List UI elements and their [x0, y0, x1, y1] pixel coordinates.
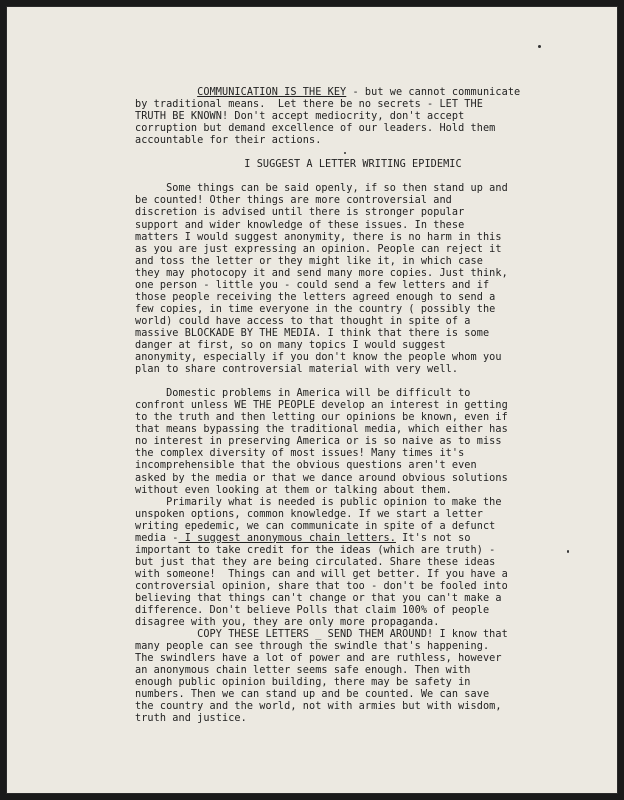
key-phrase: COMMUNICATION IS THE KEY: [197, 87, 347, 98]
para2-line: and toss the letter or they might like it, in which case: [135, 255, 483, 267]
para1-line: COMMUNICATION IS THE KEY - but we cannot communicate: [197, 87, 521, 98]
para3-line: believing that things can't change or that you can't make a: [135, 592, 502, 604]
para2-line: matters I would suggest anonymity, there is no harm in this: [135, 231, 502, 243]
para3-line: that means bypassing the traditional media, which either has: [135, 424, 508, 436]
para3-line: important to take credit for the ideas (which are truth) -: [135, 544, 496, 556]
para2-line: support and wider knowledge of these issues. In these: [135, 219, 465, 231]
para3-line: media - I suggest anonymous chain letters. It's not so: [135, 532, 471, 544]
para3-line: no interest in preserving America or is so naive as to miss: [135, 436, 502, 448]
para2-line: massive BLOCKADE BY THE MEDIA. I think that there is some: [135, 327, 490, 339]
paper-speck: [538, 45, 541, 48]
para1-line: accountable for their actions.: [135, 135, 322, 147]
para3-line: disagree with you, they are only more propaganda.: [135, 617, 440, 629]
para3-line: but just that they are being circulated. Share these ideas: [135, 556, 496, 568]
para3-line: Domestic problems in America will be difficult to: [135, 388, 471, 400]
document-page: [6, 6, 618, 794]
para3-line: the complex diversity of most issues! Many times it's: [135, 448, 465, 460]
para2-line: one person - little you - could send a few letters and if: [135, 279, 490, 291]
para3-line: unspoken options, common knowledge. If we start a letter: [135, 508, 483, 520]
para2-line: world) could have access to that thought in spite of a: [135, 315, 471, 327]
para3-line: Primarily what is needed is public opinion to make the: [135, 496, 502, 508]
document-body: [135, 87, 571, 725]
para2-line: Some things can be said openly, if so then stand up and: [135, 183, 508, 195]
para3-line: to the truth and then letting our opinions be known, even if: [135, 412, 508, 424]
para3-line: numbers. Then we can stand up and be counted. We can save: [135, 689, 490, 701]
para3-line: incomprehensible that the obvious questions aren't even: [135, 460, 477, 472]
para3-line: asked by the media or that we dance around obvious solutions: [135, 472, 508, 484]
para3-line: without even looking at them or talking about them.: [135, 484, 452, 496]
para2-line: they may photocopy it and send many more copies. Just think,: [135, 267, 508, 279]
para3-line: writing epedemic, we can communicate in spite of a defunct: [135, 520, 496, 532]
para2-line: anonymity, especially if you don't know the people whom you: [135, 352, 502, 364]
para3-line: COPY THESE LETTERS _ SEND THEM AROUND! I know that: [135, 629, 508, 641]
para2-line: discretion is advised until there is stronger popular: [135, 207, 465, 219]
para2-line: danger at first, so on many topics I would suggest: [135, 339, 446, 351]
para2-line: plan to share controversial material with very well.: [135, 364, 459, 376]
para3-line: difference. Don't believe Polls that claim 100% of people: [135, 605, 490, 617]
para3-line: confront unless WE THE PEOPLE develop an interest in getting: [135, 400, 508, 412]
para3-line: enough public opinion building, there may be safety in: [135, 677, 471, 689]
para3-line: the country and the world, not with armies but with wisdom,: [135, 701, 502, 713]
para2-line: be counted! Other things are more controversial and: [135, 195, 452, 207]
underlined-suggestion: I suggest anonymous chain letters.: [178, 532, 396, 544]
para3-line: an anonymous chain letter seems safe enough. Then with: [135, 665, 471, 677]
para1-line: TRUTH BE KNOWN! Don't accept mediocrity, don't accept: [135, 111, 465, 123]
para3-line: The swindlers have a lot of power and are ruthless, however: [135, 653, 502, 665]
para2-line: as you are just expressing an opinion. People can reject it: [135, 243, 502, 255]
para2-line: those people receiving the letters agreed enough to send a: [135, 291, 496, 303]
para3-line: truth and justice.: [135, 713, 247, 725]
para3-line: controversial opinion, share that too - don't be fooled into: [135, 580, 508, 592]
para1-line: by traditional means. Let there be no secrets - LET THE: [135, 99, 483, 111]
para1-line: corruption but demand excellence of our leaders. Hold them: [135, 123, 496, 135]
para2-line: few copies, in time everyone in the country ( possibly the: [135, 303, 496, 315]
para3-line: many people can see through the swindle that's happening.: [135, 641, 490, 653]
para3-line: with someone! Things can and will get better. If you have a: [135, 568, 508, 580]
section-heading: I SUGGEST A LETTER WRITING EPIDEMIC: [244, 159, 462, 171]
